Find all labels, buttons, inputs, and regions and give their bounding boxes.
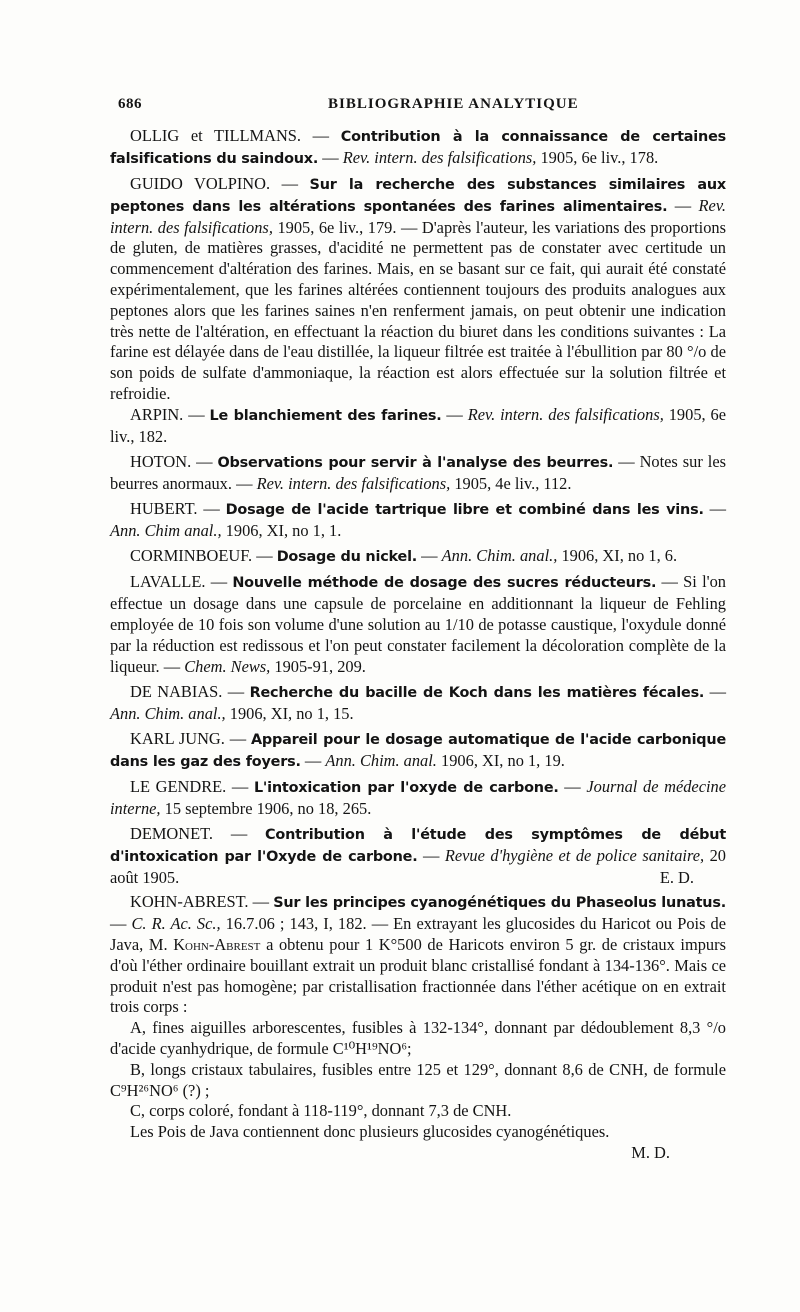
entry-journal: Rev. intern. des falsifications, xyxy=(342,147,537,167)
entry-citation: 15 septembre 1906, no 18, 265. xyxy=(164,798,372,818)
entry-journal: Ann. Chim. anal. xyxy=(325,750,437,770)
signature-row xyxy=(110,868,726,889)
bibliography-entry: LE GENDRE. — L'intoxication par l'oxyde de carbone. — Journal de médecine interne, 15 septembre 1906, no 18, 265. xyxy=(110,777,727,818)
entry-journal: Journal de médecine interne, xyxy=(110,777,727,818)
entry-journal: Ann. Chim. anal., xyxy=(441,546,558,566)
entry-journal: Revue d'hygiène et de police sanitaire, xyxy=(444,846,705,865)
entry-journal: Rev. intern. des falsifications, xyxy=(110,195,726,237)
entry-citation: 1906, XI, no 1, 19. xyxy=(441,750,565,770)
signature: E. D. xyxy=(659,867,694,887)
entry-citation: 1905, 6e liv., 182. xyxy=(110,404,726,446)
entry-abstract: Si l'on effectue un dosage dans une capsule de porcelaine en additionnant la liqueur de Fehling employée de 10 fois son volume d'une solution au 1/10 de potasse caustique, l'oxydule donné par la réduction est redissous et l'on peut constater facilement la décoloration complète de la liqueur. xyxy=(110,572,726,676)
entry-journal: Chem. News, xyxy=(184,656,271,676)
entry-abstract: En extrayant les glucosides du Haricot ou Pois de Java, M. xyxy=(110,914,726,954)
entry-abstract-continued: a obtenu pour 1 K°500 de Haricots environ 5 gr. de cristaux impurs d'où l'éther ordinaire bouillant extrait un produit blanc cristallisé fondant à 134-136°. Mais ce produit n'est pas homogène; par cristallisation fractionnée dans l'éther acétique on en extrait trois corps : xyxy=(110,934,726,1017)
signature-row xyxy=(110,1143,726,1164)
entry-abstract: D'après l'auteur, les variations des proportions de gluten, de matières grasses, d'acidité ne permettent pas de constater avec certitude un commencement d'altération des farines. Mais, en se basant sur ce fait, qui aurait été constaté expérimentalement, que les farines altérées contiennent toujours des produits analogues aux peptones alors que les farines saines n'en renferment jamais, on peut obtenir une indication très nette de l'altération, en effectuant la réaction du biuret dans les conditions suivantes : La farine est délayée dans de l'eau distillée, la liqueur filtrée est traitée à l'ébullition par 80 °/o de son poids de sulfate d'ammoniaque, la réaction est alors effectuée sur la solution filtrée et refroidie. xyxy=(110,217,726,404)
entry-journal: C. R. Ac. Sc., xyxy=(131,914,221,934)
entry-citation: 1906, XI, no 1, 6. xyxy=(561,546,678,566)
running-title: BIBLIOGRAPHIE ANALYTIQUE xyxy=(328,96,579,112)
entry-title: Dosage du nickel. xyxy=(276,549,418,566)
entry-citation: 20 août 1905. xyxy=(110,846,726,887)
author-name-smallcaps: Kohn-Abrest xyxy=(173,934,261,954)
entry-author: LAVALLE. xyxy=(130,572,206,592)
entry-author: HUBERT. xyxy=(130,499,198,519)
entry-citation: 1905-91, 209. xyxy=(274,656,366,676)
entry-title: L'intoxication par l'oxyde de carbone. xyxy=(253,780,559,797)
entry-journal: Ann. Chim. anal., xyxy=(110,703,226,723)
bibliography-entry: CORMINBOEUF. — Dosage du nickel. — Ann. Chim. anal., 1906, XI, no 1, 6. xyxy=(130,546,678,566)
entry-title: Dosage de l'acide tartrique libre et combiné dans les vins. xyxy=(225,502,704,519)
entry-author: DEMONET. xyxy=(130,824,214,844)
entry-citation: 1905, 6e liv., 179. xyxy=(277,217,397,237)
entry-citation: 1905, 4e liv., 112. xyxy=(454,473,572,493)
abstract-paragraph: Les Pois de Java contiennent donc plusieurs glucosides cyanogénétiques. xyxy=(130,1122,610,1142)
bibliography-entry: HUBERT. — Dosage de l'acide tartrique libre et combiné dans les vins. — Ann. Chim anal., 1906, XI, no 1, 1. xyxy=(110,499,726,540)
entry-title: Contribution à la connaissance de certaines falsifications du saindoux. xyxy=(110,129,726,167)
entry-title: Observations pour servir à l'analyse des beurres. xyxy=(217,454,614,471)
page-number: 686 xyxy=(118,96,142,112)
signature: M. D. xyxy=(631,1142,670,1162)
bibliography-entry: HOTON. — Observations pour servir à l'analyse des beurres. — Notes sur les beurres anormaux. — Rev. intern. des falsifications, 1905, 4e liv., 112. xyxy=(110,451,726,493)
entry-author: KARL JUNG. xyxy=(130,729,225,749)
entry-author: LE GENDRE. xyxy=(130,777,227,797)
entry-citation: 1906, XI, no 1, 15. xyxy=(229,703,354,723)
entry-journal: Rev. intern. des falsifications, xyxy=(256,473,451,493)
bibliography-entry: DE NABIAS. — Recherche du bacille de Koch dans les matières fécales. — Ann. Chim. anal., 1906, XI, no 1, 15. xyxy=(110,681,727,723)
entry-author: GUIDO VOLPINO. xyxy=(130,174,271,194)
entry-author: KOHN-ABREST. xyxy=(130,892,249,912)
entry-author: CORMINBOEUF. xyxy=(130,546,253,566)
entry-abstract: Notes sur les beurres anormaux. xyxy=(110,451,726,493)
entry-citation: 1905, 6e liv., 178. xyxy=(540,147,659,167)
entry-citation: 1906, XI, no 1, 1. xyxy=(225,520,342,540)
entry-author: ARPIN. xyxy=(130,404,184,424)
page-header xyxy=(118,96,740,118)
entry-author: OLLIG et TILLMANS. xyxy=(130,126,301,145)
bibliography-entry: DEMONET. — Contribution à l'étude des symptômes de début d'intoxication par l'Oxyde de carbone. — Revue d'hygiène et de police sanitaire, 20 août 1905. xyxy=(110,824,726,887)
entry-title: Contribution à l'étude des symptômes de début d'intoxication par l'Oxyde de carbone. xyxy=(110,827,726,865)
entry-journal: Rev. intern. des falsifications, xyxy=(467,404,664,424)
bibliography-entry: LAVALLE. — Nouvelle méthode de dosage des sucres réducteurs. — Si l'on effectue un dosage dans une capsule de porcelaine en additionnant la liqueur de Fehling employée de 10 fois son volume d'une solution au 1/10 de potasse caustique, l'oxydule donné par la réduction est redissous et l'on peut constater facilement la décoloration complète de la liqueur. — Chem. News, 1905-91, 209. xyxy=(110,572,726,676)
entry-author: DE NABIAS. xyxy=(130,681,223,701)
bibliography-entry: OLLIG et TILLMANS. — Contribution à la connaissance de certaines falsifications du saindoux. — Rev. intern. des falsifications, 1905, 6e liv., 178. xyxy=(110,126,726,167)
entry-title: Le blanchiement des farines. xyxy=(209,407,442,424)
entry-title: Appareil pour le dosage automatique de l'acide carbonique dans les gaz des foyers. xyxy=(110,732,727,770)
entry-title: Sur les principes cyanogénétiques du Phaseolus lunatus. xyxy=(273,895,726,912)
entry-author: HOTON. xyxy=(130,451,192,471)
entry-title: Nouvelle méthode de dosage des sucres réducteurs. xyxy=(232,575,657,592)
entry-citation: 16.7.06 ; 143, I, 182. xyxy=(225,914,367,934)
bibliography-entry: KARL JUNG. — Appareil pour le dosage automatique de l'acide carbonique dans les gaz des foyers. — Ann. Chim. anal. 1906, XI, no 1, 19. xyxy=(110,729,727,770)
bibliography-entry: KOHN-ABREST. — Sur les principes cyanogénétiques du Phaseolus lunatus. — C. R. Ac. Sc., 16.7.06 ; 143, I, 182. — En extrayant les glucosides du Haricot ou Pois de Java, M. Kohn-Abrest a obtenu pour 1 K°500 de Haricots environ 5 gr. de cristaux impurs d'où l'éther ordinaire bouillant extrait un produit blanc cristallisé fondant à 134-136°. Mais ce produit n'est pas homogène; par cristallisation fractionnée dans l'éther acétique on en extrait trois corps : xyxy=(110,892,726,1017)
abstract-paragraph: B, longs cristaux tabulaires, fusibles entre 125 et 129°, donnant 8,6 de CNH, de formule C⁹H²⁶NO⁶ (?) ; xyxy=(110,1059,726,1100)
entry-journal: Ann. Chim anal., xyxy=(110,520,222,540)
abstract-paragraph: A, fines aiguilles arborescentes, fusibles à 132-134°, donnant par dédoublement 8,3 °/o d'acide cyanhydrique, de formule C¹⁰H¹⁹NO⁶; xyxy=(110,1018,726,1058)
bibliography-body xyxy=(110,126,726,1168)
bibliography-entry: GUIDO VOLPINO. — Sur la recherche des substances similaires aux peptones dans les altérations spontanées des farines alimentaires. — Rev. intern. des falsifications, 1905, 6e liv., 179. — D'après l'auteur, les variations des proportions de gluten, de matières grasses, d'acidité ne permettent pas de constater avec certitude un commencement d'altération des farines. Mais, en se basant sur ce fait, qui aurait été constaté expérimentalement, que les farines altérées contiennent toujours des produits analogues aux peptones alors que les farines saines n'en renferment jamais, on peut obtenir une indication très nette de l'altération, en effectuant la réaction du biuret dans les conditions suivantes : La farine est délayée dans de l'eau distillée, la liqueur filtrée est traitée à l'ébullition par 80 °/o de son poids de sulfate d'ammoniaque, la réaction est alors effectuée sur la solution filtrée et refroidie. xyxy=(110,174,726,404)
entry-title: Sur la recherche des substances similaires aux peptones dans les altérations spontanées des farines alimentaires. xyxy=(110,177,726,215)
abstract-paragraph: C, corps coloré, fondant à 118-119°, donnant 7,3 de CNH. xyxy=(130,1101,512,1121)
entry-title: Recherche du bacille de Koch dans les matières fécales. xyxy=(249,684,705,701)
bibliography-entry: ARPIN. — Le blanchiement des farines. — Rev. intern. des falsifications, 1905, 6e liv., 182. xyxy=(110,404,726,446)
